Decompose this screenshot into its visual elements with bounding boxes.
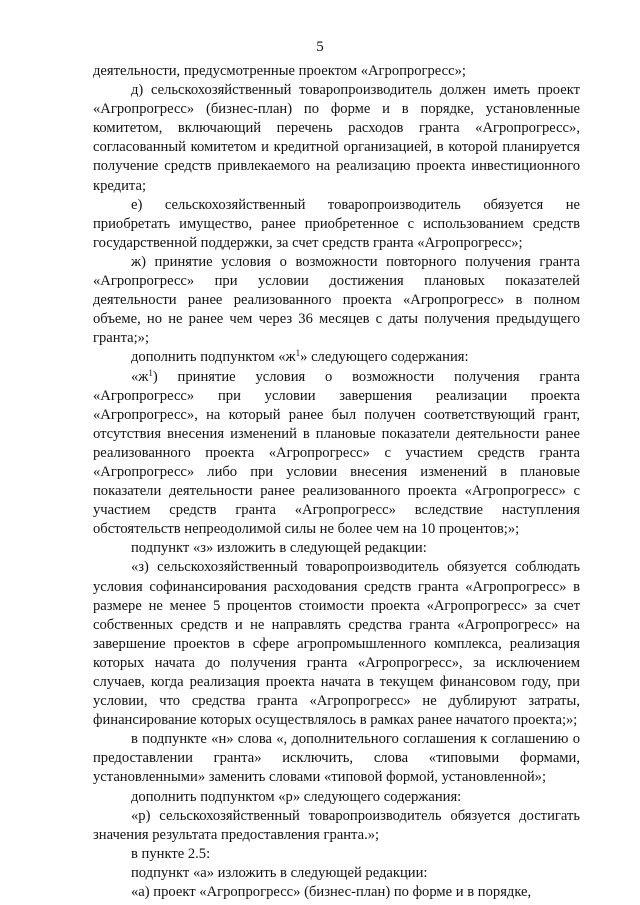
paragraph-text: » следующего содержания: (300, 349, 469, 366)
paragraph: подпункт «з» изложить в следующей редакции: (131, 540, 427, 557)
paragraph: «з) сельскохозяйственный товаропроизводитель обязуется соблюдать условия софинансирования расходования средств гранта «Агропрогресс» в размере не менее 5 процентов стоимости проекта «Агропрогресс» за счет собственных средств и не направлять средства гранта «Агропрогресс» на завершение проектов в сфере агропромышленного комплекса, реализация которых начата до получения гранта «Агропрогресс», за исключением случаев, когда реализация проекта начата в текущем финансовом году, при условии, что средства гранта «Агропрогресс» не дублируют затраты, финансирование которых осуществлялось в рамках ранее начатого проекта;»; (93, 559, 580, 729)
paragraph (93, 348, 580, 367)
paragraph: д) сельскохозяйственный товаропроизводитель должен иметь проект «Агропрогресс» (бизнес-план) по форме и в порядке, установленные комитетом, включающий перечень расходов гранта «Агропрогресс», согласованный комитетом и кредитной организацией, в которой планируется получение средств привлекаемого на реализацию проекта инвестиционного кредита; (93, 82, 580, 194)
paragraph: ж) принятие условия о возможности повторного получения гранта «Агропрогресс» при условии достижения плановых показателей деятельности ранее реализованного проекта «Агропрогресс» в полном объеме, но не ранее чем через 36 месяцев с даты получения предыдущего гранта;»; (93, 253, 580, 347)
paragraph: в пункте 2.5: (131, 845, 211, 862)
paragraph-text: «ж (131, 368, 149, 385)
page-number: 5 (316, 39, 324, 55)
document-body (93, 62, 580, 902)
superscript: 1 (148, 367, 153, 378)
paragraph: «р) сельскохозяйственный товаропроизводитель обязуется достигать значения результата предоставления гранта.»; (93, 807, 580, 843)
paragraph-text: дополнить подпунктом «ж (131, 349, 296, 366)
paragraph: дополнить подпунктом «р» следующего содержания: (131, 788, 462, 805)
superscript: 1 (295, 348, 301, 359)
paragraph-text: ) принятие условия о возможности получения гранта «Агропрогресс» при условии завершения реализации проекта «Агропрогресс», на который ранее был получен соответствующий грант, отсутствия внесения изменений в плановые показатели деятельности ранее реализованного проекта «Агропрогресс» с участием средств гранта «Агропрогресс» либо при условии внесения изменений в плановые показатели деятельности ранее реализованного проекта «Агропрогресс» с участием средств гранта «Агропрогресс» вследствие наступления обстоятельств непреодолимой силы не более чем на 10 процентов;»; (93, 368, 580, 538)
paragraph: деятельности, предусмотренные проектом «Агропрогресс»; (93, 63, 466, 79)
paragraph: подпункт «а» изложить в следующей редакции: (131, 864, 428, 881)
paragraph: «а) проект «Агропрогресс» (бизнес-план) по форме и в порядке, (131, 884, 532, 901)
paragraph: в подпункте «н» слова «, дополнительного соглашения к соглашению о предоставлении гранта» исключить, слова «типовыми формами, установленными» заменить словами «типовой формой, установленной»; (93, 731, 580, 786)
paragraph: е) сельскохозяйственный товаропроизводитель обязуется не приобретать имущество, ранее приобретенное с использованием средств государственной поддержки, за счет средств гранта «Агропрогресс»; (93, 196, 580, 251)
paragraph (93, 368, 580, 540)
